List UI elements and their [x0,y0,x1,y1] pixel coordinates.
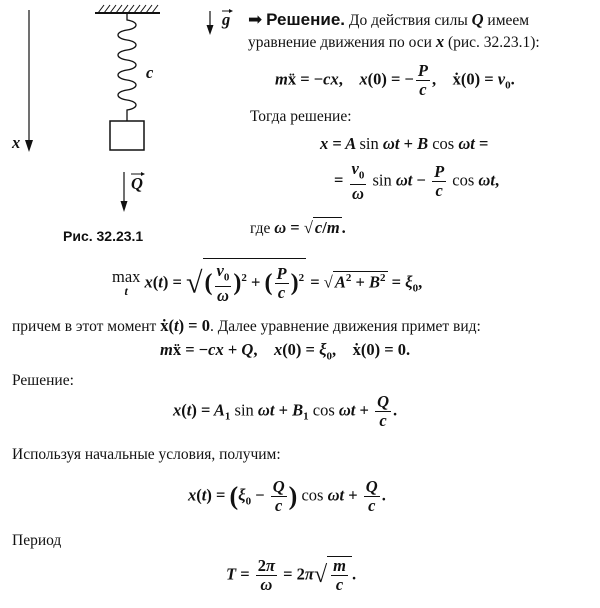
equation-4: mẍ = −cx + Q, $x(0) = \xi_0$, ẋ(0) = 0. [160,340,411,363]
solution-heading: Решение. [266,10,346,29]
force-label: Q [131,174,143,193]
solution-intro-line: ➡ Решение. До действия силы Q имеем [248,10,530,30]
spring-constant-label: c [146,63,154,82]
motion-axis-line: уравнение движения по оси x (рис. 32.23.1): [248,32,540,51]
figure-caption: Рис. 32.23.1 [63,228,144,244]
equation-max: max t x(t) = √( $\frac{v_0}{\omega}$ )$^2$ + ( $\frac{P}{c}$ )$^2$ = √ $A^2 + B^2 = \xi_0$, [112,258,422,305]
period-line: Период [12,532,62,549]
axis-label: x [12,133,21,152]
spring-figure [0,0,240,255]
using-conditions-line: Используя начальные условия, получим: [12,446,281,463]
x-axis-arrowhead [25,140,33,152]
solution2-line: Решение: [12,372,74,389]
equation-3: = $\frac{v_0}{\omega}$ sin ωt − $\frac{P}{c}$ cos ωt, [334,159,500,204]
omega-definition: где ω = √ c/m . [250,218,346,237]
mass-block [110,121,144,150]
ceiling-hatching [98,5,158,13]
force-arrowhead [121,201,128,212]
moment-line: причем в этот момент ẋ(t) = 0. Далее уравнение движения примет вид: [12,316,481,335]
equation-1: mẍ = −cx, x(0) = − $\frac{P}{c}$ , ẋ(0) = $v_0$. [275,61,515,99]
equation-2: x = A sin ωt + B cos ωt = [320,134,489,153]
arrow-right-icon: ➡ [248,10,263,30]
equation-6: $x(t) = (\xi_0$ − $\frac{Q}{c}$ ) cos ωt + $\frac{Q}{c}$ . [188,477,386,515]
gravity-label: g [222,10,231,29]
g-arrowhead [207,25,214,35]
then-solution-line: Тогда решение: [250,108,352,125]
equation-5: $x(t) = A_1$ $\sin \omega t + B_1$ cos ωt + $\frac{Q}{c}$ . [173,392,398,430]
spring-coil [118,13,136,121]
equation-period: T = $\frac{2\pi}{\omega}$ = 2π√ $\frac{m}{c}$ . [226,556,357,594]
